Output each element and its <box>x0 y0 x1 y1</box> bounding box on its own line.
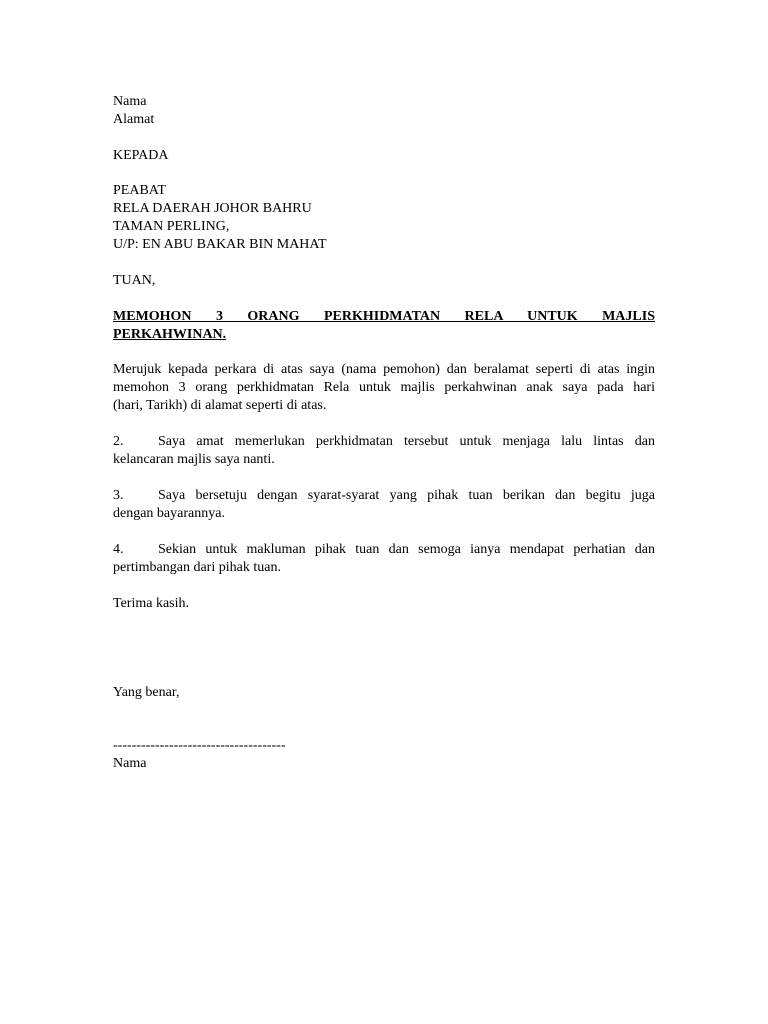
recipient-line: RELA DAERAH JOHOR BAHRU <box>113 201 312 216</box>
paragraph-number: 4. <box>113 542 124 557</box>
paragraph-line-2: kelancaran majlis saya nanti. <box>113 452 275 467</box>
paragraph-line-1 <box>113 487 655 505</box>
paragraph-line-2: pertimbangan dari pihak tuan. <box>113 560 281 575</box>
recipient-to-label: KEPADA <box>113 148 169 163</box>
subject-line-2: PERKAHWINAN. <box>113 327 227 342</box>
paragraph-line-2: dengan bayarannya. <box>113 506 225 521</box>
recipient-line: U/P: EN ABU BAKAR BIN MAHAT <box>113 237 327 252</box>
intro-line-2: memohon 3 orang perkhidmatan Rela untuk majlis perkahwinan anak saya pada hari <box>113 380 655 395</box>
recipient-address-block <box>113 182 655 254</box>
valediction: Yang benar, <box>113 685 180 700</box>
signature-line: ------------------------------------- <box>113 738 286 753</box>
signer-name: Nama <box>113 756 147 771</box>
intro-paragraph <box>113 361 655 415</box>
paragraph-line-1 <box>113 541 655 559</box>
signature-block <box>113 737 655 773</box>
paragraph-line-1 <box>113 433 655 451</box>
paragraph-text: Saya amat memerlukan perkhidmatan tersebut untuk menjaga lalu lintas dan <box>158 434 655 449</box>
thanks-line: Terima kasih. <box>113 596 189 611</box>
paragraph-3 <box>113 487 655 523</box>
recipient-line: TAMAN PERLING, <box>113 219 230 234</box>
sender-name-label: Nama <box>113 94 147 109</box>
subject-heading <box>113 308 655 344</box>
paragraph-number: 2. <box>113 434 124 449</box>
paragraph-text: Sekian untuk makluman pihak tuan dan semoga ianya mendapat perhatian dan <box>158 542 655 557</box>
recipient-line: PEABAT <box>113 183 166 198</box>
salutation: TUAN, <box>113 273 156 288</box>
paragraph-4 <box>113 541 655 577</box>
sender-block <box>113 93 655 129</box>
sender-address-label: Alamat <box>113 112 155 127</box>
paragraph-text: Saya bersetuju dengan syarat-syarat yang pihak tuan berikan dan begitu juga <box>158 488 655 503</box>
paragraph-number: 3. <box>113 488 124 503</box>
paragraph-2 <box>113 433 655 469</box>
intro-line-1: Merujuk kepada perkara di atas saya (nama pemohon) dan beralamat seperti di atas ingin <box>113 362 655 377</box>
subject-line-1: MEMOHON 3 ORANG PERKHIDMATAN RELA UNTUK MAJLIS <box>113 309 655 324</box>
intro-line-3: (hari, Tarikh) di alamat seperti di atas. <box>113 398 327 413</box>
